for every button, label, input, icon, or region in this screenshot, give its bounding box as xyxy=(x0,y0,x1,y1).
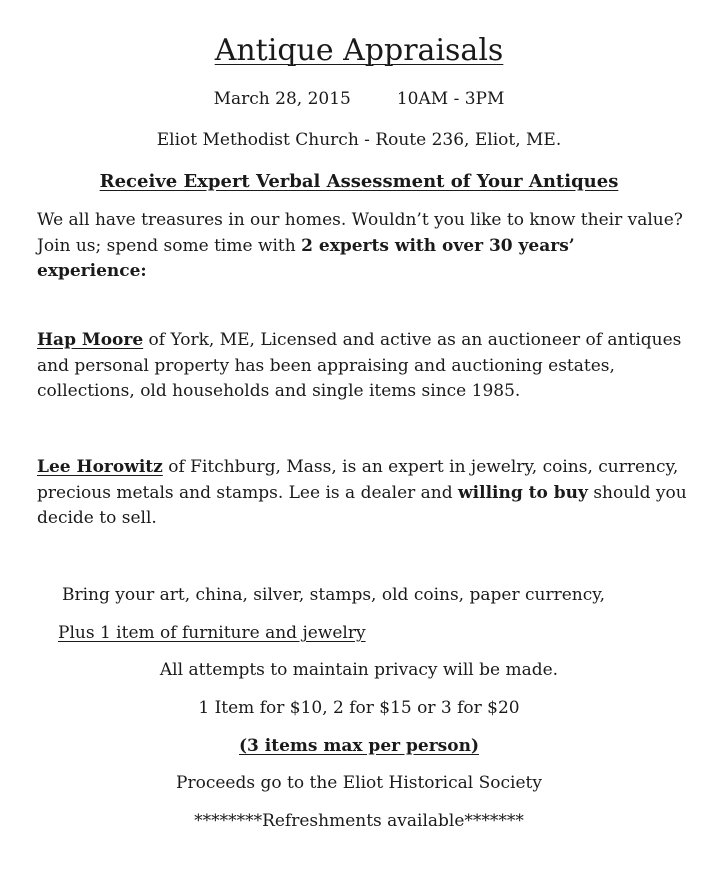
event-date: March 28, 2015 xyxy=(213,89,351,109)
expert-hap-moore-paragraph xyxy=(37,328,687,405)
flyer-title-text: Antique Appraisals xyxy=(214,33,504,68)
pricing-line: 1 Item for $10, 2 for $15 or 3 for $20 xyxy=(198,698,520,718)
intro-paragraph xyxy=(37,208,687,285)
intro-bold: 2 experts with over 30 years’ experience: xyxy=(37,235,575,281)
expert1-name: Hap Moore xyxy=(37,330,144,350)
proceeds-line: Proceeds go to the Eliot Historical Society xyxy=(176,773,542,793)
intro-text: We all have treasures in our homes. Wouldn’t you like to know their value? Join us; spend some time with xyxy=(37,210,683,256)
privacy-line: All attempts to maintain privacy will be made. xyxy=(159,660,559,680)
flyer-title xyxy=(0,32,718,70)
expert2-bold: willing to buy xyxy=(458,482,588,503)
expert-lee-horowitz-paragraph xyxy=(37,455,687,532)
section-heading xyxy=(0,170,718,194)
event-time: 10AM - 3PM xyxy=(396,89,505,109)
bring-items-line: Bring your art, china, silver, stamps, old coins, paper currency, xyxy=(62,585,605,605)
section-heading-text: Receive Expert Verbal Assessment of Your Antiques xyxy=(99,171,619,192)
event-location: Eliot Methodist Church - Route 236, Eliot, ME. xyxy=(156,130,562,150)
max-items-text: (3 items max per person) xyxy=(238,736,479,756)
event-date-time xyxy=(0,88,718,110)
expert2-text: of Fitchburg, Mass, is an expert in jewelry, coins, currency, precious metals and stamps. Lee is a dealer and xyxy=(37,457,679,503)
expert2-name: Lee Horowitz xyxy=(37,457,163,477)
plus-items-line: Plus 1 item of furniture and jewelry xyxy=(58,623,366,643)
max-items-line xyxy=(0,735,718,757)
expert2-tail: should you decide to sell. xyxy=(37,482,687,528)
refreshments-line: ********Refreshments available******* xyxy=(194,811,524,831)
expert1-text: of York, ME, Licensed and active as an auctioneer of antiques and personal property has been appraising and auctioning estates, collections, old households and single items since 1985. xyxy=(37,330,682,401)
